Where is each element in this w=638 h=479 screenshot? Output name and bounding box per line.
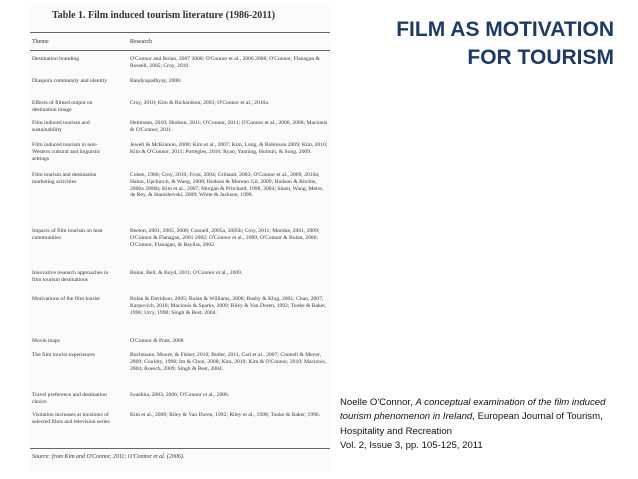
row-theme: Travel preference and destination choice [32,392,107,405]
citation-volume: Vol. 2, Issue 3, pp. 105-125, 2011 [340,439,483,451]
literature-table-image [30,6,330,472]
row-research: O'Connor & Pratt, 2008 [130,338,184,344]
row-research: Iwashita, 2003, 2006; O'Connor et al., 2006. [130,392,230,398]
table-header-rule [30,50,330,51]
column-header-research: Research [130,39,152,45]
row-research: Jewell & McKinnon, 2008; Kim et al., 2007; Kim, Long, & Robinson 2009; Kim, 2010; Kim & O'Connor, 2011; Portegies, 2010; Ryan, Yanning, Huimin, & Song, 2009. [130,142,328,155]
table-title: Table 1. Film induced tourism literature (1986-2011) [52,10,276,21]
row-theme: Effects of filmed output on destination image [32,100,93,113]
citation-title: A conceptual examination of the film induced tourism phenomenon in Ireland [340,397,606,423]
row-research: Kim et al., 2009; Riley & Van Doren, 1992; Riley et al., 1998; Tooke & Baker, 1996. [130,412,321,418]
citation-journal: , European Journal of Tourism, Hospitality and Recreation [340,411,603,437]
heading-line-1: FILM AS MOTIVATION [396,18,614,41]
row-theme: Impacts of film tourism on host communities [32,228,103,241]
row-research: Bolan, Bell, & Boyd, 2011; O'Connor et al., 2009. [130,270,243,276]
row-theme: Motivations of the film tourist [32,296,100,302]
slide-heading [324,16,614,72]
row-theme: Destination branding [32,56,80,62]
row-theme: Movie maps [32,338,60,344]
row-theme: Visitation increases at locations of selected films and television series [32,412,110,425]
row-research: Bolan & Davidson, 2005; Bolan & Williams, 2008; Busby & Klug, 2001; Chan, 2007; Karpovich, 2010; Macionis & Sparks, 2009; Riley & Van Doren, 1992; Tooke & Baker, 1996; Urry, 1990; Singh & Best, 2004. [130,296,327,316]
row-theme: The film tourist experiences [32,352,95,358]
row-research: Croy, 2010; Kim & Richardson, 2003; O'Connor et al., 2010a. [130,100,270,106]
row-research: Buchmann, Moore, & Fisher, 2010; Butler, 2011, Carl et al., 2007; Connell & Meyer, 2009; Couldry, 1998; Im & Chon, 2008; Kim, 2010; Kim & O'Connor, 2010; Macionis, 2004; Roesch, 2009; Singh & Best, 2004. [130,352,327,372]
heading-line-2: FOR TOURISM [467,46,614,69]
row-research: Heitmann, 2010; Hudson, 2011; O'Connor, 2011; O'Connor et al., 2006, 2008; Macionis & O'Connor, 2011. [130,120,328,133]
row-research: Bandyopadhyay, 2008. [130,78,182,84]
column-header-theme: Theme [32,39,49,45]
row-theme: Diaspora community and identity [32,78,108,84]
row-research: O'Connor and Bolan, 2007 2008; O'Connor et al., 2006 2008; O'Connor, Flanagan & Russell, 2005; Croy, 2010. [130,56,320,69]
citation-author: Noelle O'Connor, [340,397,416,408]
table-bottom-rule [30,448,330,449]
citation-block [340,396,630,453]
row-theme: Innovative research approaches in film tourism destinations [32,270,109,283]
row-research: Beeton, 2001, 2005, 2008; Connell, 2005a, 2005b; Croy, 2011; Mordue, 2001, 2009; O'Connor & Flanagan, 2001 2002; O'Connor et al., 2009; O'Connor & Bolan, 2006; O'Connor, Flanagan, & Bayliss, 2002. [130,228,320,248]
table-top-rule [30,32,330,33]
row-research: Cohen, 1986; Croy, 2010; Frost, 2004; Grihault, 2003; O'Connor et al., 2009, 2010a; Hahm, Upchurch, & Wang, 2008; Hudson & Moreno Gil, 2009; Hudson & Ritchie, 2006a 2006b; Kim et al., 2007; Morgan & Pritchard, 1998, 2004; Shani, Wang, Metre, de Rey, & Stanishevski, 2009; White & Jackson, 1998. [130,172,324,199]
row-theme: Film induced tourism in non-Western cultural and linguistic settings [32,142,101,162]
row-theme: Film induced tourism and sustainability [32,120,90,133]
table-source-note: Source: from Kim and O'Connor, 2011; O'Connor et al. (2006). [32,454,185,460]
row-theme: Film tourism and destination marketing activities [32,172,97,185]
